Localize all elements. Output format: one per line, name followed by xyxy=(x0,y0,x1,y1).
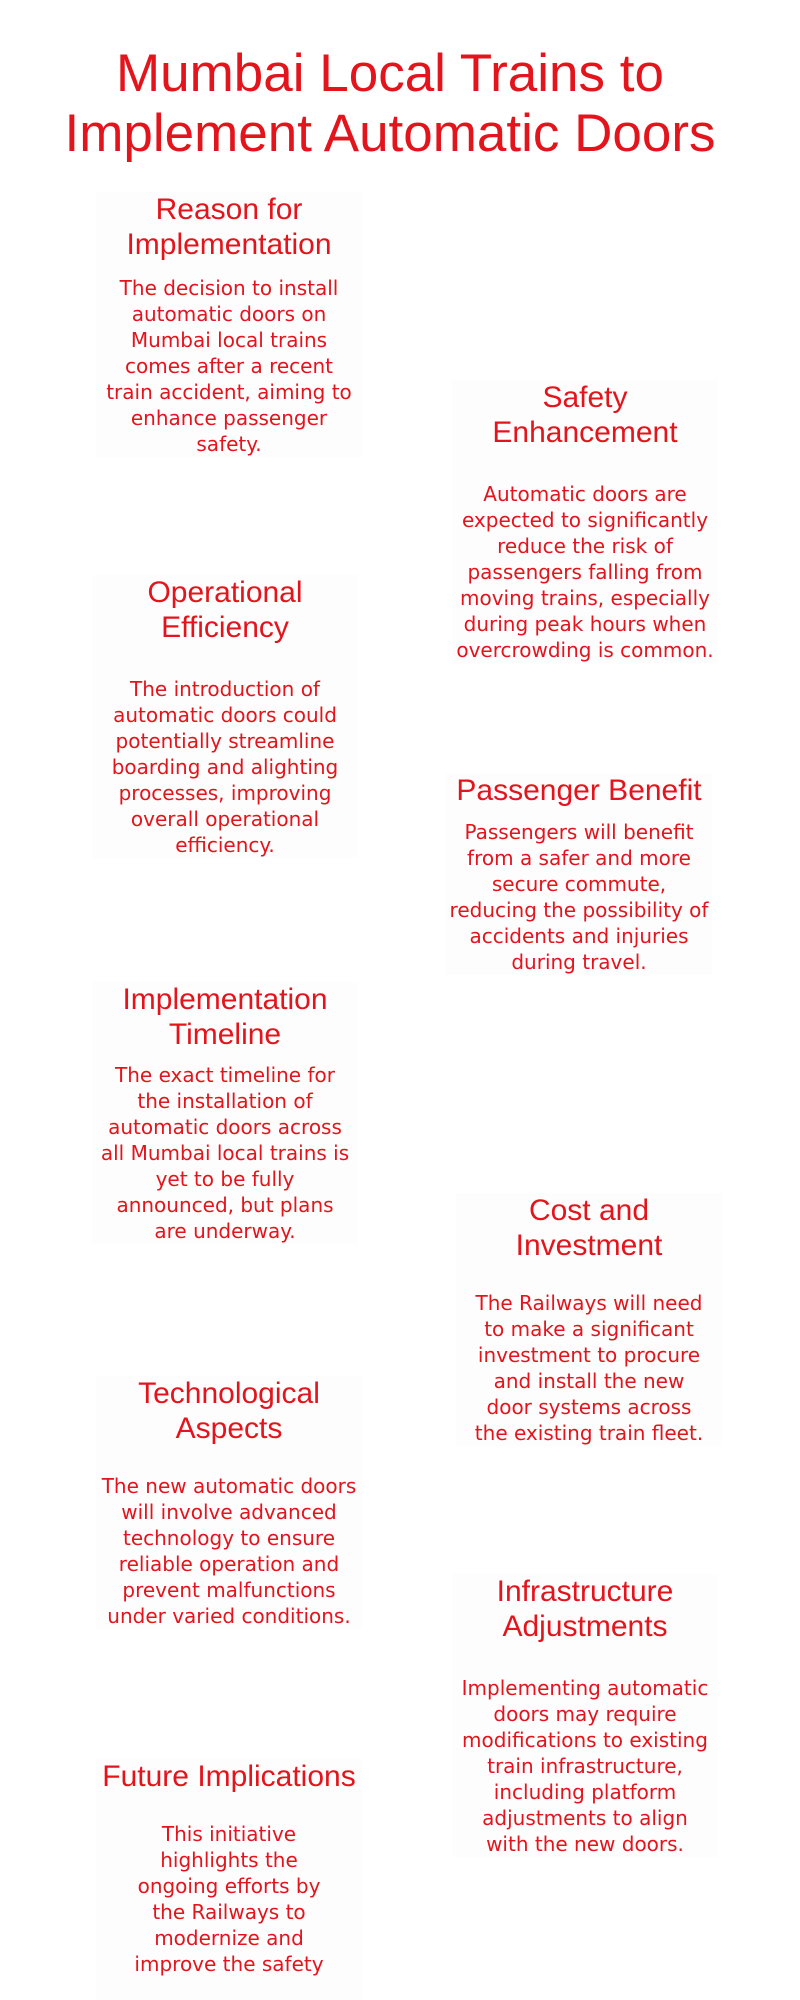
section-heading: Safety Enhancement xyxy=(492,381,678,449)
section-safety-enhancement xyxy=(452,380,718,663)
section-heading: Implementation Timeline xyxy=(122,983,328,1051)
section-heading: Technological Aspects xyxy=(138,1377,320,1445)
section-body: The introduction of automatic doors could potentially streamline boarding and alighting processes, improving overall operational efficiency. xyxy=(111,677,339,857)
section-implementation-timeline xyxy=(92,982,358,1244)
page-title: Mumbai Local Trains to Implement Automatic Doors xyxy=(64,44,716,163)
section-reason-for-implementation xyxy=(96,192,362,457)
section-passenger-benefit xyxy=(446,773,712,975)
section-body: Automatic doors are expected to significantly reduce the risk of passengers falling from moving trains, especially during peak hours when overcrowding is common. xyxy=(456,482,714,662)
section-heading: Future Implications xyxy=(102,1760,356,1793)
section-heading: Passenger Benefit xyxy=(456,774,702,807)
section-heading: Cost and Investment xyxy=(515,1194,663,1262)
section-body: Passengers will benefit from a safer and more secure commute, reducing the possibility of accidents and injuries during travel. xyxy=(449,820,709,974)
section-future-implications xyxy=(96,1759,362,2000)
section-heading: Reason for Implementation xyxy=(126,193,332,261)
section-body: Implementing automatic doors may require modifications to existing train infrastructure, including platform adjustments to align with the new doors. xyxy=(461,1676,709,1856)
section-body: The new automatic doors will involve advanced technology to ensure reliable operation and prevent malfunctions under varied conditions. xyxy=(101,1474,357,1628)
section-body: The decision to install automatic doors on Mumbai local trains comes after a recent train accident, aiming to enhance passenger safety. xyxy=(106,276,352,456)
section-heading: Infrastructure Adjustments xyxy=(496,1575,674,1643)
section-body: The Railways will need to make a significant investment to procure and install the new door systems across the existing train fleet. xyxy=(474,1291,704,1445)
section-technological-aspects xyxy=(96,1376,362,1629)
section-body: This initiative highlights the ongoing efforts by the Railways to modernize and improve the safety xyxy=(134,1822,324,1976)
section-cost-and-investment xyxy=(456,1193,722,1446)
section-infrastructure-adjustments xyxy=(452,1574,718,1857)
section-operational-efficiency xyxy=(92,575,358,858)
section-body: The exact timeline for the installation of automatic doors across all Mumbai local trains is yet to be fully announced, but plans are underway. xyxy=(100,1063,350,1243)
section-heading: Operational Efficiency xyxy=(147,576,303,644)
